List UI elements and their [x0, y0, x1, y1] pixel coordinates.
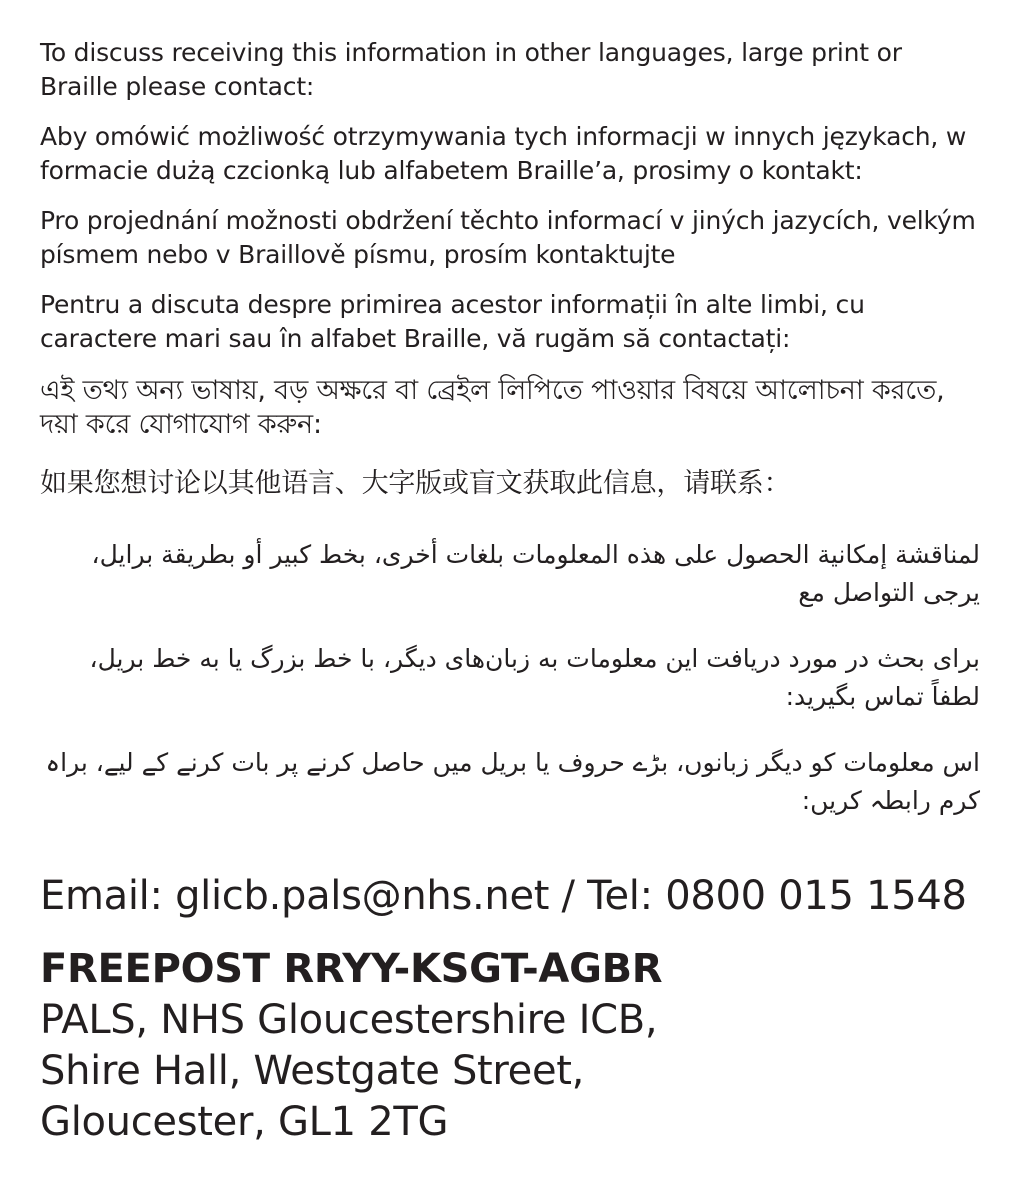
bengali-paragraph: এই তথ্য অন্য ভাষায়, বড় অক্ষরে বা ব্রেইল লিপিতে পাওয়ার বিষয়ে আলোচনা করতে, দয়া করে যোগাযোগ করুন:: [40, 375, 945, 440]
romanian-paragraph: Pentru a discuta despre primirea acestor informații în alte limbi, cu caractere mari sau în alfabet Braille, vă rugăm să contactați:: [40, 290, 865, 353]
postal-address: [40, 944, 980, 1148]
arabic-paragraph: لمناقشة إمكانية الحصول على هذه المعلومات بلغات أخرى، بخط كبير أو بطريقة برايل، يرجى التواصل مع: [91, 540, 980, 607]
urdu-paragraph: اس معلومات کو دیگر زبانوں، بڑے حروف یا بریل میں حاصل کرنے پر بات کرنے کے لیے، براہ کرم رابطہ کریں:: [45, 748, 980, 815]
address-line-1: PALS, NHS Gloucestershire ICB,: [40, 997, 658, 1043]
freepost-line: FREEPOST RRYY-KSGT-AGBR: [40, 946, 663, 992]
address-line-2: Shire Hall, Westgate Street,: [40, 1048, 585, 1094]
chinese-paragraph: 如果您想讨论以其他语言、大字版或盲文获取此信息，请联系：: [40, 468, 791, 499]
persian-paragraph: برای بحث در مورد دریافت این معلومات به زبان‌های دیگر، با خط بزرگ یا به خط بریل، لطفاً تماس بگیرید:: [89, 644, 980, 711]
english-paragraph: To discuss receiving this information in other languages, large print or Braille please contact:: [40, 38, 902, 101]
translation-notice: [40, 36, 980, 1148]
address-line-3: Gloucester, GL1 2TG: [40, 1099, 449, 1145]
czech-paragraph: Pro projednání možnosti obdržení těchto informací v jiných jazycích, velkým písmem nebo v Braillově písmu, prosím kontaktujte: [40, 206, 976, 269]
email-telephone-line: Email: glicb.pals@nhs.net / Tel: 0800 015 1548: [40, 873, 967, 919]
polish-paragraph: Aby omówić możliwość otrzymywania tych informacji w innych językach, w formacie dużą czcionką lub alfabetem Braille’a, prosimy o kontakt:: [40, 122, 967, 185]
